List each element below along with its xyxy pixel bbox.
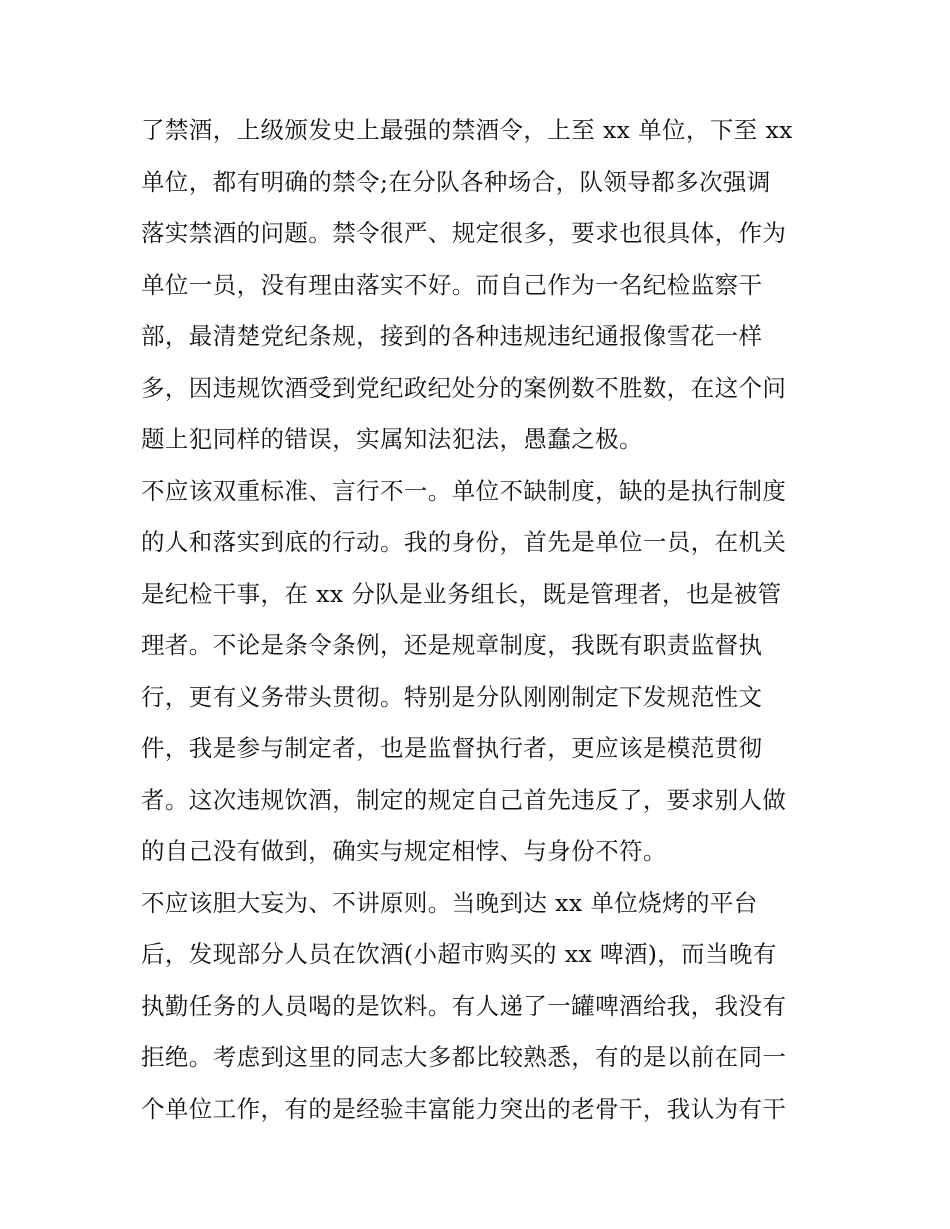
text-line: 题上犯同样的错误，实属知法犯法，愚蠢之极。 bbox=[141, 425, 643, 453]
text-line: 者。这次违规饮酒，制定的规定自己首先违反了，要求别人做 bbox=[141, 785, 787, 814]
text-line: 单位，都有明确的禁令;在分队各种场合，队领导都多次强调 bbox=[141, 167, 771, 196]
text-line: 的人和落实到底的行动。我的身份，首先是单位一员，在机关 bbox=[141, 528, 787, 556]
text-line: 理者。不论是条令条例，还是规章制度，我既有职责监督执 bbox=[141, 631, 763, 659]
document-body bbox=[141, 105, 821, 1135]
text-line: 落实禁酒的问题。禁令很严、规定很多，要求也很具体，作为 bbox=[141, 219, 787, 247]
text-line: 的自己没有做到，确实与规定相悖、与身份不符。 bbox=[141, 837, 667, 865]
text-line: 是纪检干事，在 xx 分队是业务组长，既是管理者，也是被管 bbox=[141, 579, 782, 608]
text-line: 执勤任务的人员喝的是饮料。有人递了一罐啤酒给我，我没有 bbox=[141, 991, 787, 1020]
text-line: 不应该双重标准、言行不一。单位不缺制度，缺的是执行制度 bbox=[141, 476, 787, 505]
text-line: 后，发现部分人员在饮酒(小超市购买的 xx 啤酒)，而当晚有 bbox=[141, 940, 777, 968]
text-line: 单位一员，没有理由落实不好。而自己作为一名纪检监察干 bbox=[141, 270, 763, 299]
text-line: 了禁酒，上级颁发史上最强的禁酒令，上至 xx 单位，下至 xx bbox=[141, 116, 793, 144]
text-line: 拒绝。考虑到这里的同志大多都比较熟悉，有的是以前在同一 bbox=[141, 1043, 787, 1071]
text-line: 个单位工作，有的是经验丰富能力突出的老骨干，我认为有干 bbox=[141, 1094, 787, 1123]
text-line: 不应该胆大妄为、不讲原则。当晚到达 xx 单位烧烤的平台 bbox=[141, 888, 758, 917]
text-line: 部，最清楚党纪条规，接到的各种违规违纪通报像雪花一样 bbox=[141, 322, 763, 350]
text-line: 多，因违规饮酒受到党纪政纪处分的案例数不胜数，在这个问 bbox=[141, 373, 787, 402]
text-line: 行，更有义务带头贯彻。特别是分队刚刚制定下发规范性文 bbox=[141, 682, 763, 711]
text-line: 件，我是参与制定者，也是监督执行者，更应该是模范贯彻 bbox=[141, 734, 763, 762]
